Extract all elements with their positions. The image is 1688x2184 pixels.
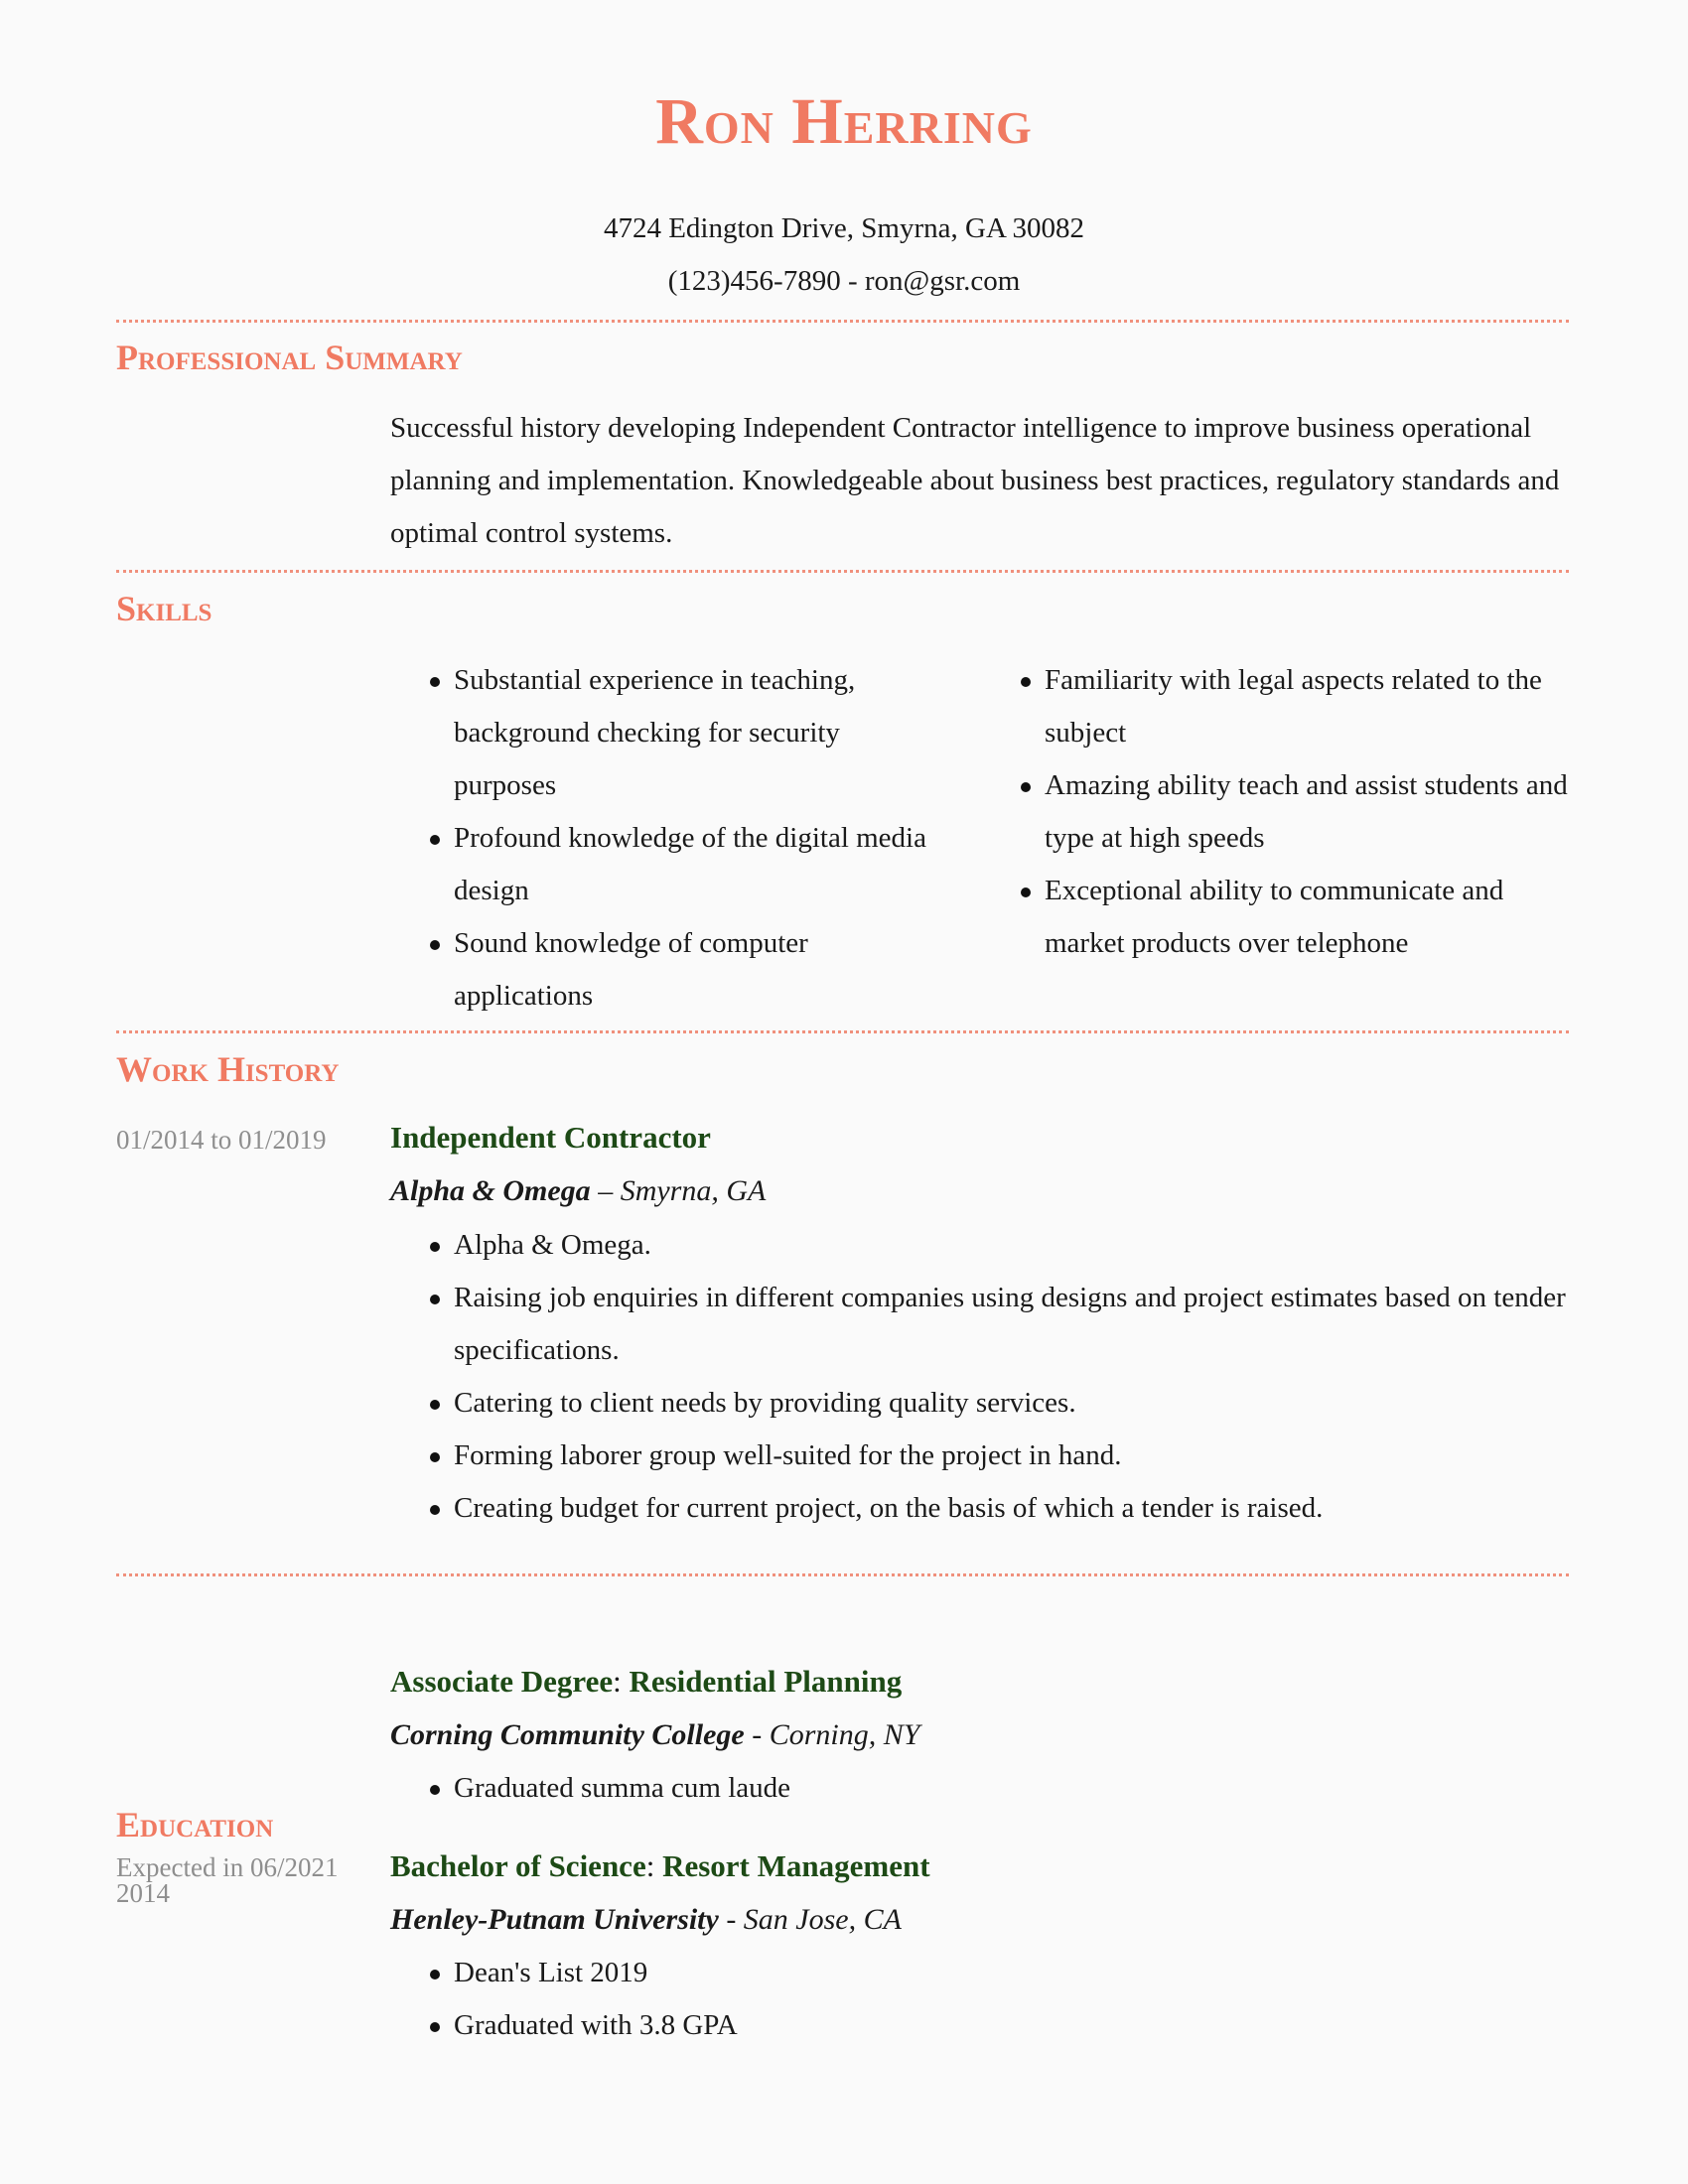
summary-text: Successful history developing Independent Contractor intelligence to improve business operational planning and implementation. Knowledgeable about business best practices, regulatory standards and optimal control systems. — [390, 412, 1560, 549]
job-duty: Catering to client needs by providing quality services. — [390, 1377, 1572, 1430]
degree-separator: : — [645, 1848, 655, 1883]
skills-list-right — [981, 654, 1572, 970]
degree-field: Resort Management — [662, 1848, 930, 1883]
degree-note: Graduated summa cum laude — [390, 1762, 1572, 1815]
contact-address: 4724 Edington Drive, Smyrna, GA 30082 — [603, 212, 1085, 244]
company-location: – Smyrna, GA — [598, 1174, 767, 1207]
job-duty: Creating budget for current project, on the basis of which a tender is raised. — [390, 1482, 1572, 1535]
section-divider — [116, 570, 1569, 573]
job-employer — [390, 1171, 766, 1211]
summary-heading: Professional Summary — [116, 338, 463, 377]
job-duty: Forming laborer group well-suited for the project in hand. — [390, 1430, 1572, 1482]
school-location: - Corning, NY — [752, 1718, 920, 1751]
skill-item: Familiarity with legal aspects related to the subject — [981, 654, 1572, 759]
school-name: Henley-Putnam University — [390, 1903, 719, 1936]
company-name: Alpha & Omega — [390, 1174, 591, 1207]
job-duties-list — [390, 1219, 1572, 1535]
school-location: - San Jose, CA — [726, 1903, 902, 1936]
job-duty: Raising job enquiries in different companies using designs and project estimates based on tender specifications. — [390, 1272, 1572, 1377]
skill-item: Substantial experience in teaching, background checking for security purposes — [390, 654, 946, 812]
skill-item: Exceptional ability to communicate and market products over telephone — [981, 865, 1572, 970]
degree-name: Associate Degree — [390, 1664, 614, 1699]
section-divider — [116, 320, 1569, 323]
education-heading: Education — [116, 1805, 274, 1844]
section-divider — [116, 1030, 1569, 1033]
degree-notes-list — [390, 1762, 1572, 1815]
degree-title — [390, 1662, 902, 1702]
skill-item: Profound knowledge of the digital media design — [390, 812, 946, 917]
skill-item: Amazing ability teach and assist students and type at high speeds — [981, 759, 1572, 865]
degree-name: Bachelor of Science — [390, 1848, 646, 1883]
job-dates: 01/2014 to 01/2019 — [116, 1125, 327, 1155]
degree-separator: : — [613, 1664, 622, 1699]
degree-title — [390, 1846, 930, 1886]
job-title: Independent Contractor — [390, 1120, 711, 1155]
contact-phone-email: (123)456-7890 - ron@gsr.com — [667, 265, 1021, 297]
skills-list-left — [390, 654, 946, 1023]
degree-note: Graduated with 3.8 GPA — [390, 1999, 1572, 2052]
school — [390, 1900, 902, 1940]
degree-note: Dean's List 2019 — [390, 1947, 1572, 1999]
degree-field: Residential Planning — [629, 1664, 903, 1699]
education-dates: Expected in 06/2021 — [116, 1852, 339, 1882]
education-dates-secondary: 2014 — [116, 1878, 170, 1908]
job-duty: Alpha & Omega. — [390, 1219, 1572, 1272]
section-divider — [116, 1573, 1569, 1576]
skills-heading: Skills — [116, 589, 212, 628]
skill-item: Sound knowledge of computer applications — [390, 917, 946, 1023]
degree-notes-list — [390, 1947, 1572, 2052]
work-history-heading: Work History — [116, 1049, 340, 1089]
school — [390, 1715, 919, 1755]
school-name: Corning Community College — [390, 1718, 745, 1751]
candidate-name: Ron Herring — [655, 85, 1033, 158]
